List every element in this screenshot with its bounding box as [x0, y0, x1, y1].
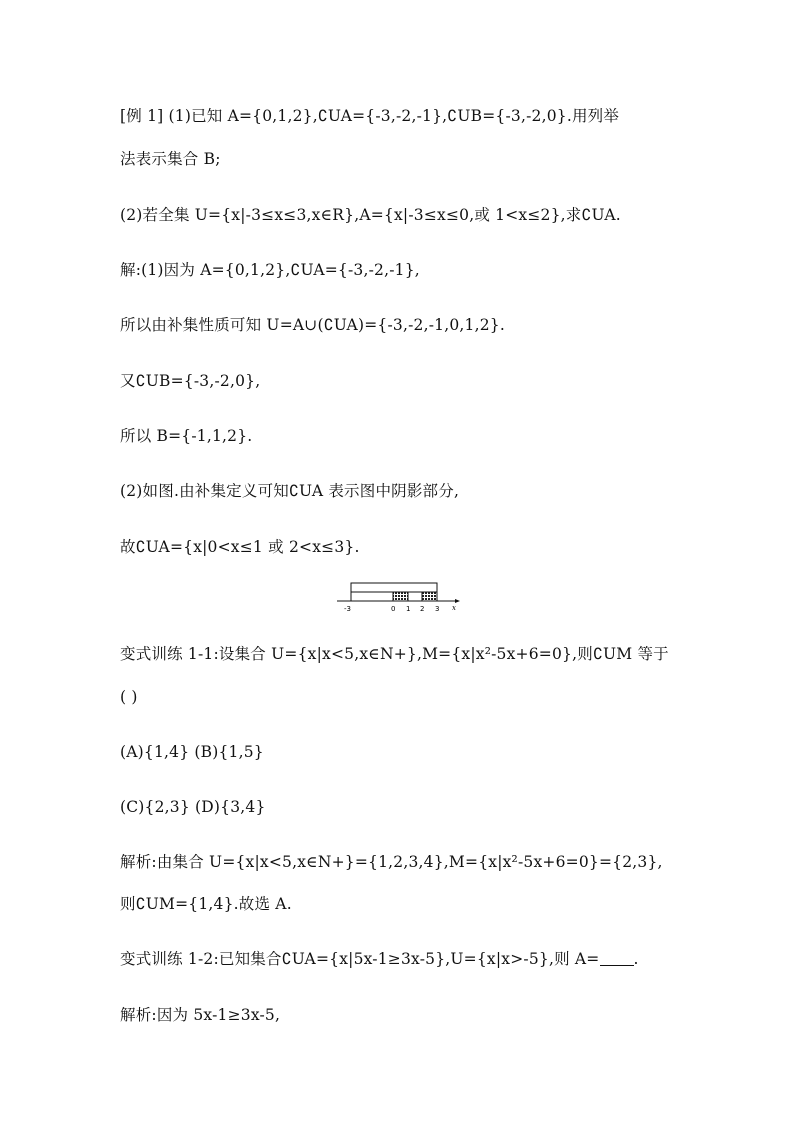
example1-line1: [例 1] (1)已知 A={0,1,2},∁UA={-3,-2,-1},∁UB={-3,-2,0}.用列举: [120, 107, 620, 125]
solution1-line1: 解:(1)因为 A={0,1,2},∁UA={-3,-2,-1},: [120, 261, 420, 279]
solution1-line3: 又∁UB={-3,-2,0},: [120, 372, 261, 390]
solution1-line2: 所以由补集性质可知 U=A∪(∁UA)={-3,-2,-1,0,1,2}.: [120, 316, 505, 334]
exercise1-2-question: 变式训练 1-2:已知集合∁UA={x|5x-1≥3x-5},U={x|x>-5},则 A=: [120, 950, 600, 968]
tick-label-1: 1: [406, 605, 411, 613]
example1-line2: 法表示集合 B;: [120, 150, 221, 168]
set-a-box-2: [408, 592, 422, 601]
axis-label-x: x: [452, 604, 456, 612]
number-line-figure: [335, 577, 465, 613]
solution1-line4: 所以 B={-1,1,2}.: [120, 427, 253, 445]
tick-label-0: 0: [391, 605, 396, 613]
shaded-region-1: [393, 592, 408, 601]
exercise1-2-line1: [120, 948, 680, 970]
set-a-box-1: [351, 592, 393, 601]
example1-line3: (2)若全集 U={x|-3≤x≤3,x∈R},A={x|-3≤x≤0,或 1<x≤2},求∁UA.: [120, 206, 621, 224]
shaded-region-2: [422, 592, 437, 601]
exercise1-1-analysis-line2: 则∁UM={1,4}.故选 A.: [120, 895, 292, 913]
solution1-line6: 故∁UA={x|0<x≤1 或 2<x≤3}.: [120, 538, 360, 556]
tick-label-3: 3: [435, 605, 440, 613]
exercise1-1-line1: 变式训练 1-1:设集合 U={x|x<5,x∈N+},M={x|x²-5x+6=0},则∁UM 等于: [120, 645, 669, 663]
exercise1-1-analysis-line1: 解析:由集合 U={x|x<5,x∈N+}={1,2,3,4},M={x|x²-5x+6=0}={2,3},: [120, 853, 663, 871]
tick-label-2: 2: [420, 605, 425, 613]
exercise1-1-options-ab: (A){1,4} (B){1,5}: [120, 743, 264, 761]
exercise1-2-period: .: [633, 950, 639, 968]
tick-label-neg3: -3: [344, 605, 351, 613]
exercise1-1-options-cd: (C){2,3} (D){3,4}: [120, 798, 266, 816]
solution1-line5: (2)如图.由补集定义可知∁UA 表示图中阴影部分,: [120, 482, 460, 500]
exercise1-1-line2: ( ): [120, 688, 138, 706]
answer-blank: [600, 951, 634, 966]
exercise1-2-analysis-line1: 解析:因为 5x-1≥3x-5,: [120, 1006, 281, 1024]
axis-arrow: [455, 599, 460, 603]
